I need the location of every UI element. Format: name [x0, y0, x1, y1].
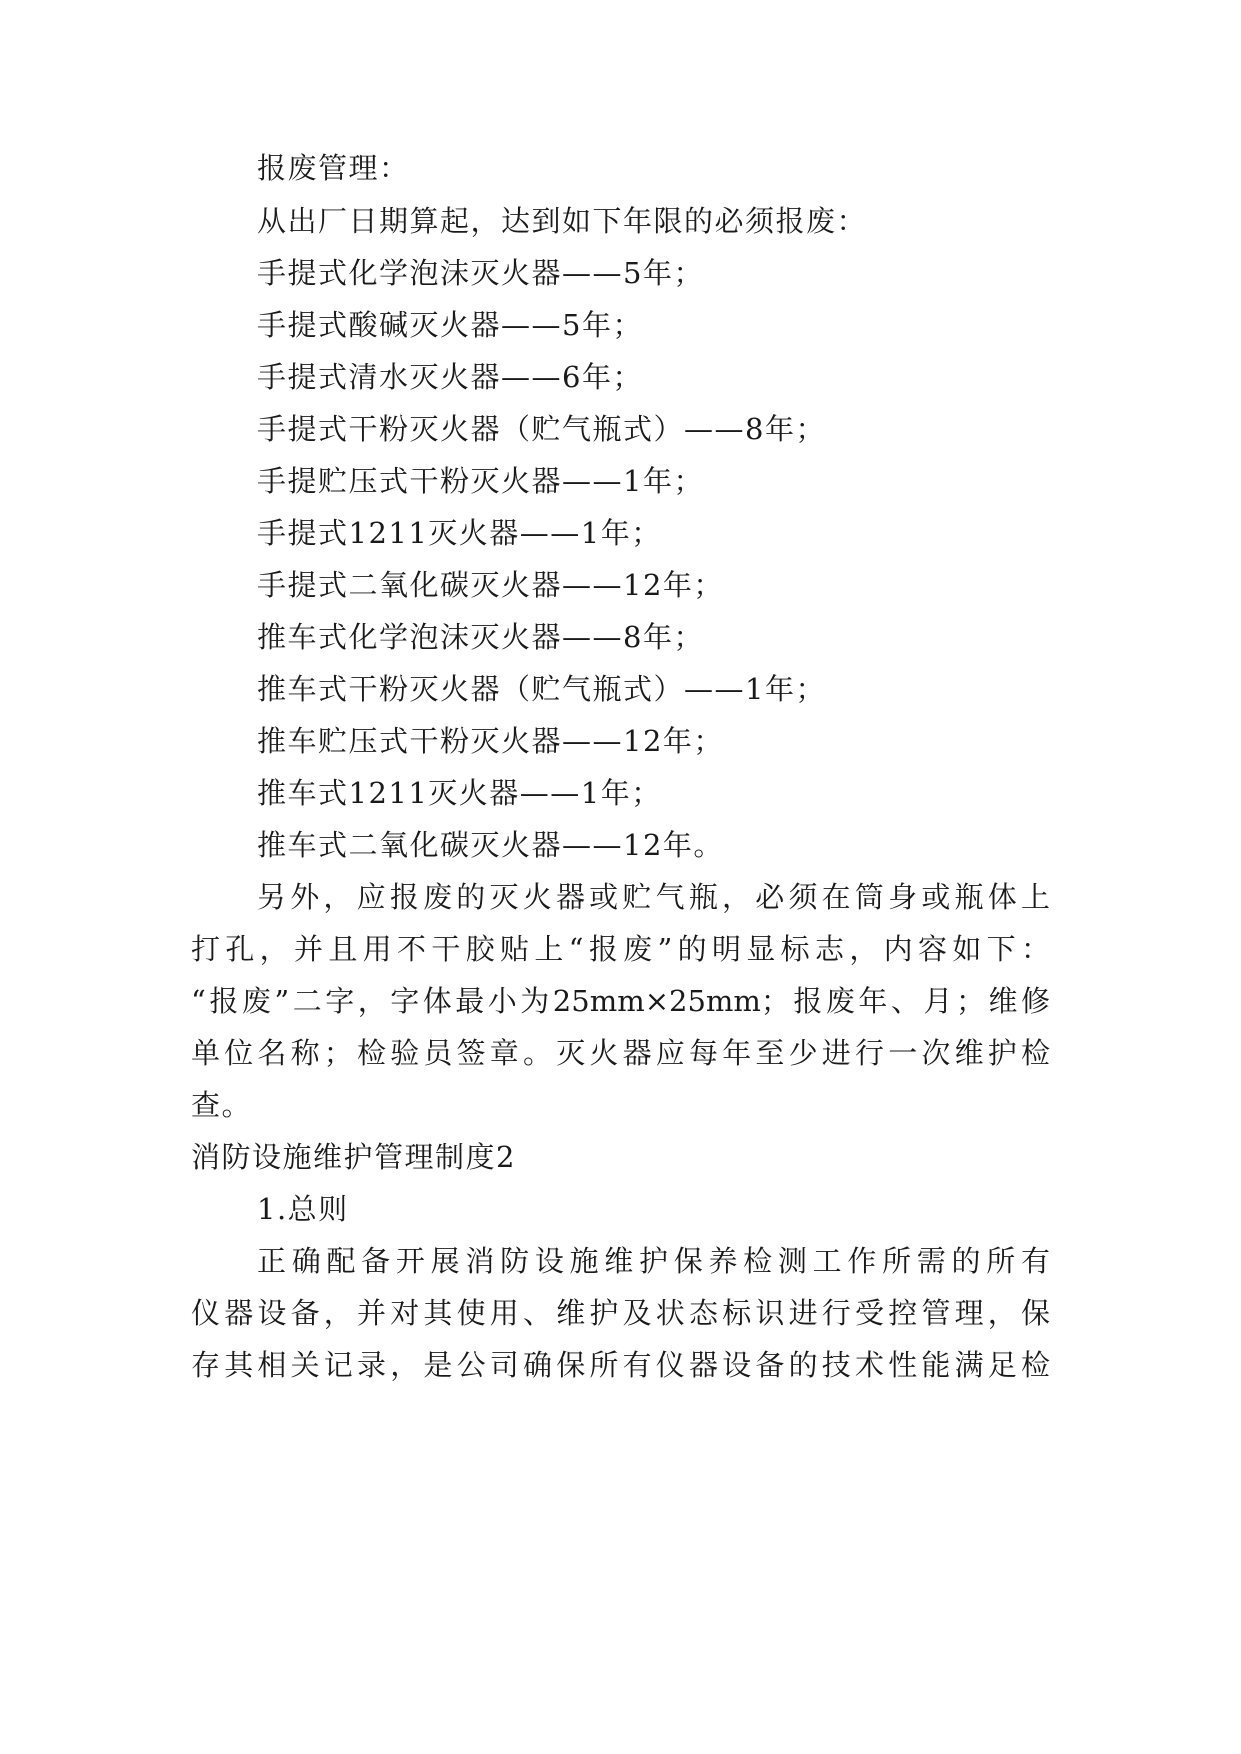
paragraph-line: 单位名称；检验员签章。灭火器应每年至少进行一次维护检	[191, 1036, 1050, 1070]
intro-text: 从出厂日期算起，达到如下年限的必须报废：	[257, 204, 868, 238]
list-item: 手提式酸碱灭火器——5年；	[257, 308, 643, 342]
section-heading-scrap-management: 报废管理：	[257, 151, 410, 185]
paragraph-line: 正确配备开展消防设施维护保养检测工作所需的所有	[257, 1244, 1050, 1278]
section-title: 消防设施维护管理制度2	[191, 1140, 516, 1174]
paragraph-line: 查。	[191, 1088, 253, 1122]
list-item: 手提式清水灭火器——6年；	[257, 360, 643, 394]
paragraph-line: 另外，应报废的灭火器或贮气瓶，必须在筒身或瓶体上	[257, 880, 1050, 914]
list-item: 手提式二氧化碳灭火器——12年；	[257, 568, 724, 602]
paragraph-line: “报废”二字，字体最小为25mm×25mm；报废年、月；维修	[191, 984, 1050, 1018]
list-item: 推车式干粉灭火器（贮气瓶式）——1年；	[257, 672, 826, 706]
list-item: 推车式化学泡沫灭火器——8年；	[257, 620, 704, 654]
list-item: 手提式化学泡沫灭火器——5年；	[257, 256, 704, 290]
paragraph-line: 存其相关记录，是公司确保所有仪器设备的技术性能满足检	[191, 1348, 1050, 1382]
list-item: 手提式1211灭火器——1年；	[257, 516, 662, 550]
list-item: 手提贮压式干粉灭火器——1年；	[257, 464, 704, 498]
paragraph-line: 仪器设备，并对其使用、维护及状态标识进行受控管理，保	[191, 1296, 1050, 1330]
list-item: 推车贮压式干粉灭火器——12年；	[257, 724, 724, 758]
list-item: 手提式干粉灭火器（贮气瓶式）——8年；	[257, 412, 826, 446]
list-item: 推车式二氧化碳灭火器——12年。	[257, 828, 724, 862]
paragraph-line: 打孔，并且用不干胶贴上“报废”的明显标志，内容如下：	[191, 932, 1050, 966]
list-item: 推车式1211灭火器——1年；	[257, 776, 662, 810]
subheading-general: 1.总则	[257, 1192, 349, 1226]
